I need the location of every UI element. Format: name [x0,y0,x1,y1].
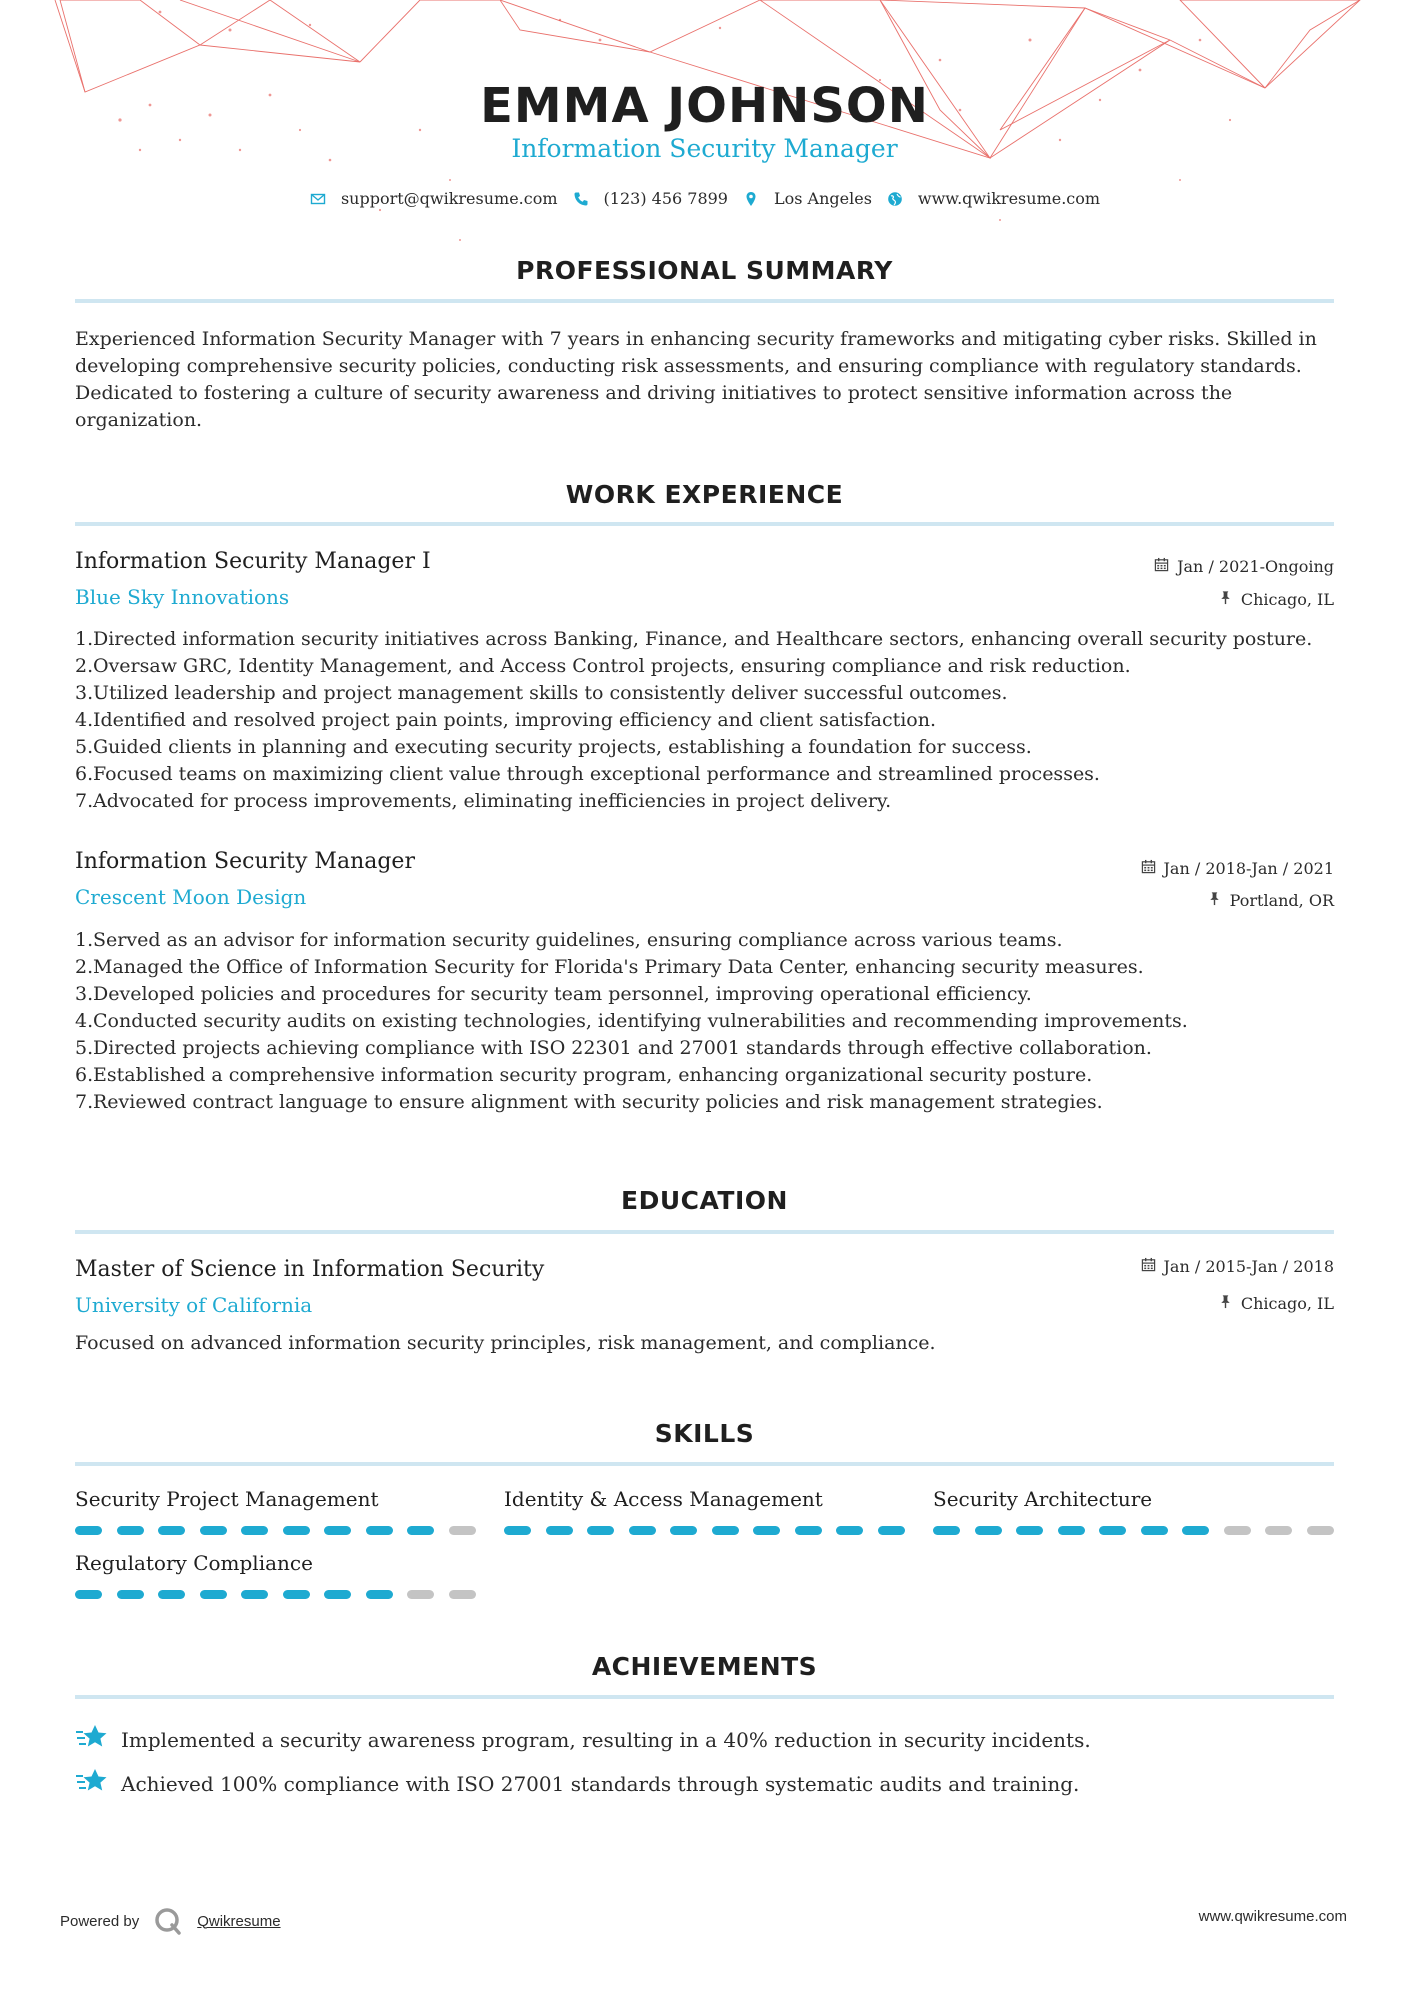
job-location [1218,590,1334,609]
achievement-text: Implemented a security awareness program, resulting in a 40% reduction in security incidents. [121,1727,1091,1752]
footer-website[interactable]: www.qwikresume.com [1198,1908,1347,1925]
job-bullets [75,626,1334,815]
skill-level-bar [504,1526,904,1536]
skill-level-segment [407,1590,434,1599]
map-pin-icon [742,190,760,208]
skill-level-segment [75,1526,102,1535]
experience-heading: WORK EXPERIENCE [565,480,844,509]
skill-level-bar [933,1526,1333,1536]
degree-title: Master of Science in Information Security [75,1257,545,1282]
list-item: 3. Developed policies and procedures for security team personnel, improving operational efficiency. [75,983,1032,1005]
company-name: Blue Sky Innovations [75,585,290,609]
footer [0,1898,1407,1938]
pushpin-icon [1218,590,1233,609]
list-item: 5. Directed projects achieving compliance with ISO 22301 and 27001 standards through effective collaboration. [75,1037,1152,1059]
job-location-text: Portland, OR [1229,891,1334,910]
calendar-icon [1141,859,1156,878]
contact-email[interactable] [309,189,558,208]
skill-level-segment [241,1590,268,1599]
job-bullets [75,927,1334,1116]
job-dates-text: Jan / 2021-Ongoing [1177,557,1334,576]
list-item: 7. Advocated for process improvements, eliminating inefficiencies in project delivery. [75,790,892,812]
skill-level-segment [1224,1526,1251,1535]
star-icon [75,1764,109,1803]
list-item: 6. Focused teams on maximizing client value through exceptional performance and streamlined processes. [75,763,1100,785]
education-location-text: Chicago, IL [1240,1294,1334,1313]
achievements-heading: ACHIEVEMENTS [591,1652,818,1681]
skill-level-bar [75,1590,475,1600]
job-title: Information Security Manager I [75,549,431,574]
skill-level-segment [366,1590,393,1599]
skill-level-segment [1058,1526,1085,1535]
pushpin-icon [1218,1294,1233,1313]
globe-icon [886,190,904,208]
job-location [1207,891,1334,910]
skill-item [75,1487,475,1517]
star-icon [75,1720,109,1759]
calendar-icon [1154,557,1169,576]
qwikresume-link[interactable]: Qwikresume [197,1912,281,1930]
pushpin-icon [1207,891,1222,910]
qwikresume-logo-icon [153,1906,183,1936]
skill-level-segment [158,1526,185,1535]
education-heading: EDUCATION [621,1186,788,1215]
skill-level-segment [878,1526,905,1535]
experience-divider [75,522,1334,526]
skill-level-segment [324,1526,351,1535]
summary-heading: PROFESSIONAL SUMMARY [516,256,893,285]
phone-icon [572,190,590,208]
skill-level-segment [75,1590,102,1599]
skill-level-segment [117,1590,144,1599]
skill-level-segment [504,1526,531,1535]
summary-divider [75,299,1334,303]
skill-level-segment [366,1526,393,1535]
skill-level-segment [629,1526,656,1535]
achievement-item [75,1720,1334,1759]
contact-email-text: support@qwikresume.com [340,189,558,208]
skill-level-segment [1307,1526,1334,1535]
list-item: 6. Established a comprehensive information security program, enhancing organizational security posture. [75,1064,1093,1086]
skill-name: Identity & Access Management [504,1487,823,1511]
contact-website[interactable] [886,189,1100,208]
skill-level-segment [1099,1526,1126,1535]
candidate-title: Information Security Manager [511,134,898,163]
list-item: 4. Identified and resolved project pain points, improving efficiency and client satisfaction. [75,709,937,731]
skill-level-segment [324,1590,351,1599]
skill-level-segment [200,1526,227,1535]
skill-level-segment [283,1590,310,1599]
contact-phone[interactable] [572,189,728,208]
envelope-icon [309,190,327,208]
skill-level-segment [1016,1526,1043,1535]
education-divider [75,1230,1334,1234]
list-item: 2. Oversaw GRC, Identity Management, and Access Control projects, ensuring compliance and risk reduction. [75,655,1131,677]
contact-website-text: www.qwikresume.com [917,189,1101,208]
skill-level-segment [753,1526,780,1535]
powered-by-label: Powered by [60,1912,140,1930]
list-item: 5. Guided clients in planning and executing security projects, establishing a foundation for success. [75,736,1032,758]
skill-name: Security Architecture [933,1487,1153,1511]
skill-level-segment [670,1526,697,1535]
achievement-text: Achieved 100% compliance with ISO 27001 standards through systematic audits and training. [121,1771,1080,1796]
skill-level-segment [449,1526,476,1535]
job-title: Information Security Manager [75,849,415,874]
contact-phone-text: (123) 456 7899 [603,189,728,208]
education-dates-text: Jan / 2015-Jan / 2018 [1163,1257,1334,1276]
skills-divider [75,1462,1334,1466]
achievement-item [75,1764,1334,1803]
achievements-divider [75,1695,1334,1699]
candidate-name: EMMA JOHNSON [480,78,929,134]
job-dates-text: Jan / 2018-Jan / 2021 [1163,859,1334,878]
list-item: 7. Reviewed contract language to ensure alignment with security policies and risk management strategies. [75,1091,1103,1113]
skill-level-segment [449,1590,476,1599]
skill-name: Regulatory Compliance [75,1551,313,1575]
job-location-text: Chicago, IL [1240,590,1334,609]
list-item: 4. Conducted security audits on existing technologies, identifying vulnerabilities and recommending improvements. [75,1010,1188,1032]
calendar-icon [1141,1257,1156,1276]
list-item: 1. Directed information security initiatives across Banking, Finance, and Healthcare sectors, enhancing overall security posture. [75,628,1313,650]
education-location [1218,1294,1334,1313]
skill-level-segment [975,1526,1002,1535]
skill-level-segment [1182,1526,1209,1535]
skill-item [504,1487,904,1517]
skill-level-segment [241,1526,268,1535]
contact-location-text: Los Angeles [773,189,872,208]
skill-level-bar [75,1526,475,1536]
skills-heading: SKILLS [654,1419,755,1448]
company-name: Crescent Moon Design [75,885,307,909]
skill-level-segment [283,1526,310,1535]
job-dates [1154,557,1334,576]
skill-level-segment [1265,1526,1292,1535]
skill-item [75,1551,475,1581]
education-dates [1141,1257,1334,1276]
skill-level-segment [587,1526,614,1535]
contact-location [742,189,872,208]
skill-level-segment [933,1526,960,1535]
contact-bar [75,189,1334,208]
skill-name: Security Project Management [75,1487,379,1511]
skill-level-segment [836,1526,863,1535]
powered-by [60,1906,281,1936]
skill-level-segment [158,1590,185,1599]
list-item: 3. Utilized leadership and project management skills to consistently deliver successful outcomes. [75,682,1008,704]
skill-item [933,1487,1333,1517]
skill-level-segment [1141,1526,1168,1535]
skill-level-segment [200,1590,227,1599]
list-item: 1. Served as an advisor for information security guidelines, ensuring compliance across various teams. [75,929,1063,951]
job-dates [1141,859,1334,878]
school-name: University of California [75,1293,313,1317]
skill-level-segment [795,1526,822,1535]
skill-level-segment [546,1526,573,1535]
list-item: 2. Managed the Office of Information Security for Florida's Primary Data Center, enhancing security measures. [75,956,1144,978]
skill-level-segment [117,1526,144,1535]
summary-text: Experienced Information Security Manager with 7 years in enhancing security frameworks and mitigating cyber risks. Skilled in developing comprehensive security policies, conducting risk assessments, and ensuring compliance with regulatory standards. Dedicated to fostering a culture of security awareness and driving initiatives to protect sensitive information across the organization. [75,328,1317,431]
skill-level-segment [712,1526,739,1535]
education-description: Focused on advanced information security principles, risk management, and compliance. [75,1332,936,1354]
skill-level-segment [407,1526,434,1535]
